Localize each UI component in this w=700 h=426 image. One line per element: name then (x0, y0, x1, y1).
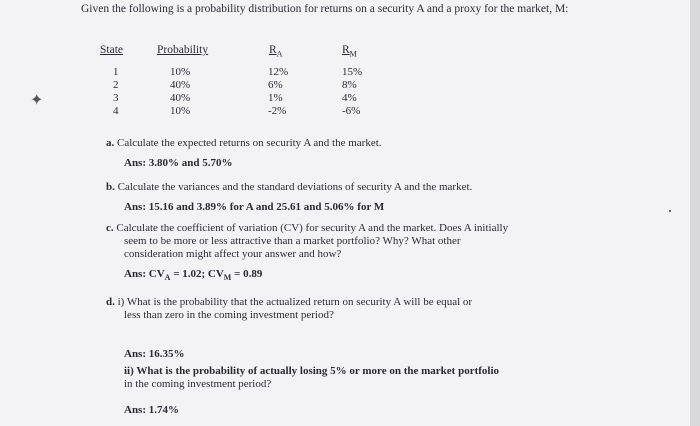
answer-c-end: = 0.89 (231, 268, 263, 280)
header-ra-letter: R (269, 44, 277, 56)
header-rm-sub: M (349, 49, 357, 59)
question-c-label: c. (106, 222, 114, 234)
probability-cell: 10% (170, 66, 191, 78)
state-cell: 2 (113, 79, 119, 91)
probability-cell: 40% (170, 79, 191, 91)
question-a-text: Calculate the expected returns on security A and the market. (117, 137, 382, 149)
header-rm (342, 44, 357, 58)
answer-a: Ans: 3.80% and 5.70% (124, 157, 233, 169)
answer-c (124, 268, 262, 282)
question-d-line2: less than zero in the coming investment period? (124, 309, 334, 321)
question-b-label: b. (106, 181, 115, 193)
page-edge-shadow (690, 0, 700, 426)
header-ra (269, 44, 282, 58)
answer-c-prefix: Ans: CV (124, 268, 165, 280)
speck-mark (669, 210, 671, 212)
ra-cell: 12% (268, 66, 289, 78)
answer-c-mid: = 1.02; CV (170, 268, 224, 280)
answer-c-sub-m: M (223, 273, 232, 283)
question-a (106, 137, 382, 150)
answer-c-sub-a: A (164, 273, 171, 283)
ra-cell: -2% (268, 105, 287, 117)
star-bullet-icon: ✦ (30, 92, 44, 109)
ra-cell: 6% (268, 79, 283, 91)
rm-cell: -6% (342, 105, 361, 117)
rm-cell: 15% (342, 66, 363, 78)
probability-cell: 40% (170, 92, 191, 104)
header-ra-sub: A (276, 49, 283, 59)
answer-d-ii: Ans: 1.74% (124, 404, 180, 416)
header-rm-letter: R (342, 44, 350, 56)
ra-cell: 1% (268, 92, 283, 104)
state-cell: 1 (113, 66, 119, 78)
question-c-line2: seem to be more or less attractive than a market portfolio? Why? What other (124, 235, 461, 247)
question-d-label: d. (106, 296, 115, 308)
column-probability (170, 66, 190, 118)
question-b (106, 181, 472, 194)
question-c-line3: consideration might affect your answer and how? (124, 248, 342, 260)
question-a-label: a. (106, 137, 115, 149)
intro-text: Given the following is a probability distribution for returns on a security A and a proxy for the market, M: (81, 3, 569, 15)
question-c-line1: Calculate the coefficient of variation (CV) for security A and the market. Does A initially (116, 222, 509, 234)
question-d (106, 296, 472, 309)
question-d-ii-line2: in the coming investment period? (124, 378, 272, 390)
column-state (113, 66, 119, 118)
state-cell: 3 (113, 92, 119, 104)
question-d-line1: i) What is the probability that the actualized return on security A will be equal or (117, 296, 473, 308)
column-rm (342, 66, 362, 118)
question-b-text: Calculate the variances and the standard deviations of security A and the market. (117, 181, 473, 193)
rm-cell: 8% (342, 79, 357, 91)
rm-cell: 4% (342, 92, 357, 104)
question-d-ii-line1: ii) What is the probability of actually losing 5% or more on the market portfolio (124, 365, 500, 377)
column-ra (268, 66, 288, 118)
header-state: State (100, 44, 123, 56)
answer-b: Ans: 15.16 and 3.89% for A and 25.61 and 5.06% for M (124, 201, 385, 213)
probability-cell: 10% (170, 105, 191, 117)
question-c (106, 222, 508, 235)
header-probability: Probability (157, 44, 209, 56)
answer-d-i: Ans: 16.35% (124, 348, 185, 360)
state-cell: 4 (113, 105, 119, 117)
